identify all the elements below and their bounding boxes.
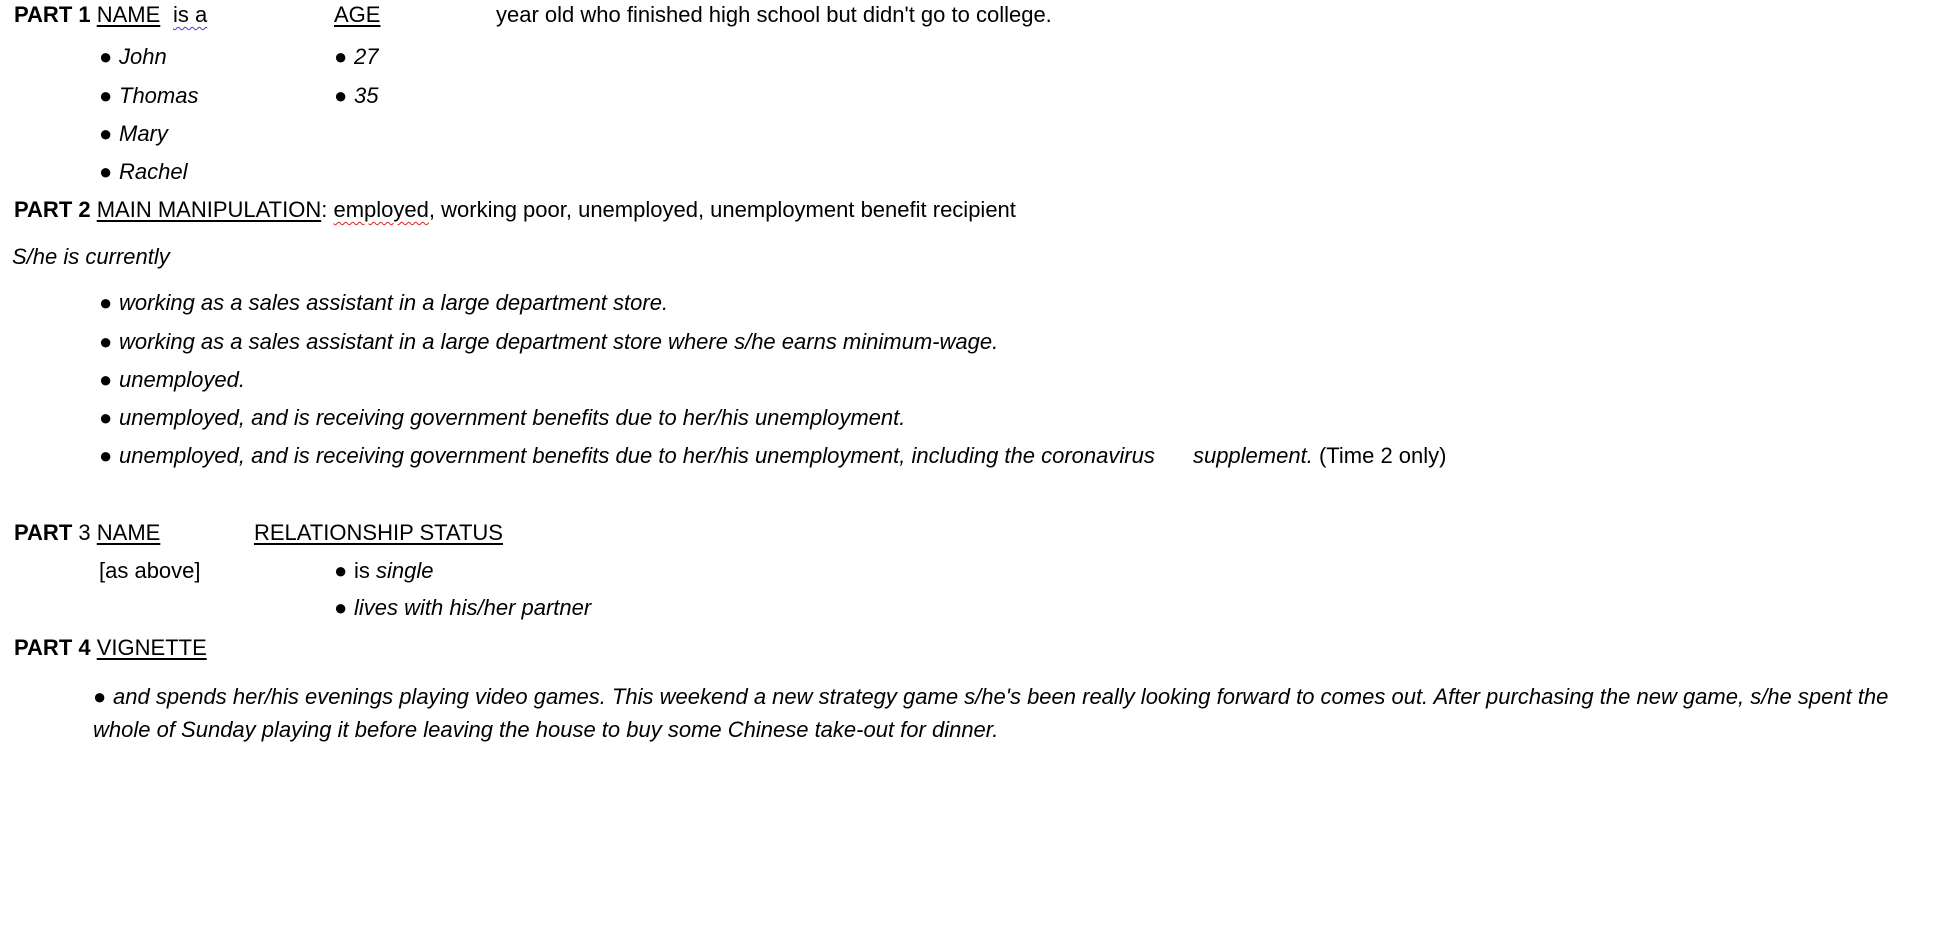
part2-options-rest: , working poor, unemployed, unemployment benefit recipient: [428, 197, 1016, 222]
part2-item-note: (Time 2 only): [1318, 443, 1447, 468]
part2-item-text-cont: supplement.: [1192, 443, 1313, 468]
part2-item-text: working as a sales assistant in a large department store.: [119, 290, 669, 315]
part2-item-text: unemployed, and is receiving government benefits due to her/his unemployment, including the coronavirus: [119, 443, 1155, 468]
part1-age-item: [334, 46, 378, 68]
name-mary: Mary: [119, 121, 168, 146]
age-35: 35: [354, 83, 379, 108]
bullet-icon: ●: [99, 290, 113, 315]
part2-label: PART 2: [14, 197, 91, 222]
part3-as-above: [as above]: [99, 558, 201, 583]
part3-item-italic: single: [376, 558, 434, 583]
part2-heading-row: [14, 199, 1016, 221]
part4-heading-row: [14, 637, 207, 659]
bullet-icon: ●: [99, 329, 113, 354]
part4-label: PART 4: [14, 635, 91, 660]
part2-header: MAIN MANIPULATION: [96, 197, 322, 222]
part1-is-a: [173, 4, 207, 26]
part4-vignette: [93, 680, 1933, 746]
bullet-icon: ●: [99, 83, 113, 108]
name-rachel: Rachel: [119, 159, 188, 184]
part3-label-bold: PART: [14, 520, 73, 545]
part2-option-employed: employed: [333, 197, 429, 222]
part1-is-a-text: is a: [173, 2, 208, 27]
bullet-icon: ●: [99, 121, 113, 146]
part3-name-header: NAME: [96, 520, 161, 545]
bullet-icon: ●: [99, 44, 113, 69]
bullet-icon: ●: [334, 83, 348, 108]
part1-name-item: [99, 123, 168, 145]
name-john: John: [119, 44, 167, 69]
bullet-icon: ●: [99, 367, 113, 392]
name-thomas: Thomas: [119, 83, 199, 108]
part1-name-item: [99, 85, 198, 107]
part1-label: PART 1: [14, 2, 91, 27]
bullet-icon: ●: [334, 595, 348, 620]
part2-item: [99, 445, 1446, 467]
bullet-icon: ●: [93, 684, 107, 709]
part1-name-item: [99, 161, 187, 183]
part2-item-text: working as a sales assistant in a large department store where s/he earns minimum-wage.: [119, 329, 999, 354]
part3-label-num: 3: [78, 520, 91, 545]
part1-tail-text: year old who finished high school but didn't go to college.: [496, 2, 1052, 27]
part4-vignette-text: and spends her/his evenings playing video games. This weekend a new strategy game s/he's been really looking forward to comes out. After purchasing the new game, s/he spent the whole of Sunday playing it before leaving the house to buy some Chinese take-out for dinner.: [93, 684, 1889, 742]
part2-item-text: unemployed.: [119, 367, 245, 392]
age-27: 27: [354, 44, 379, 69]
part1-age-item: [334, 85, 378, 107]
part3-item-text: lives with his/her partner: [354, 595, 592, 620]
part2-item-text: unemployed, and is receiving government benefits due to her/his unemployment.: [119, 405, 906, 430]
part2-item: [99, 292, 668, 314]
part2-lead: S/he is currently: [12, 244, 170, 269]
part3-item: [334, 597, 591, 619]
part2-colon: :: [321, 197, 328, 222]
part3-relationship-header: RELATIONSHIP STATUS: [254, 520, 503, 545]
part1-heading-row: [14, 4, 160, 26]
bullet-icon: ●: [334, 44, 348, 69]
bullet-icon: ●: [334, 558, 348, 583]
bullet-icon: ●: [99, 405, 113, 430]
part1-name-header: NAME: [96, 2, 161, 27]
part2-item: [99, 407, 905, 429]
part2-item: [99, 369, 245, 391]
part3-heading-row: [14, 522, 160, 544]
part3-item-plain: is: [354, 558, 370, 583]
part1-age-header: AGE: [334, 2, 381, 27]
part3-item: [334, 560, 434, 582]
part2-item: [99, 331, 998, 353]
bullet-icon: ●: [99, 159, 113, 184]
bullet-icon: ●: [99, 443, 113, 468]
part4-header: VIGNETTE: [96, 635, 207, 660]
part1-name-item: [99, 46, 167, 68]
